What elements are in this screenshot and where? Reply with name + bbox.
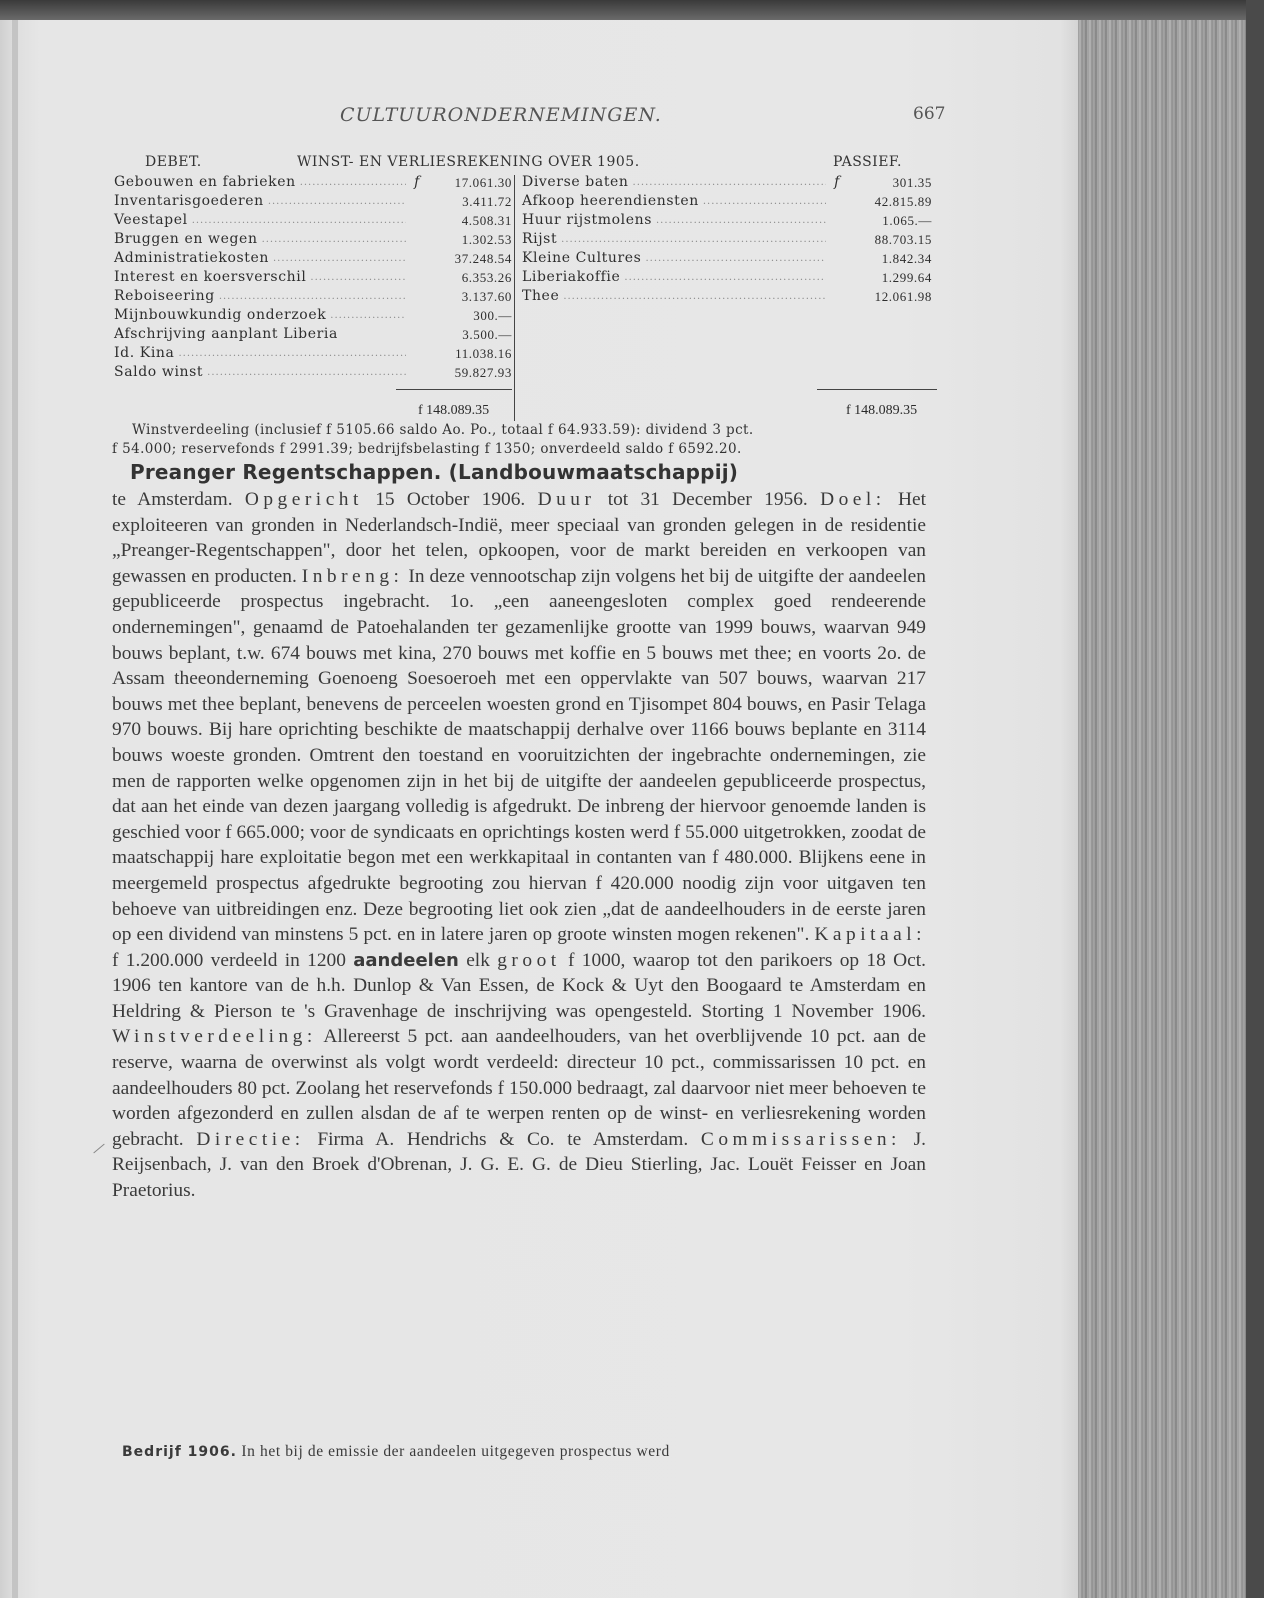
table-row	[114, 363, 512, 382]
leader-dots	[561, 230, 826, 249]
text-run: In deze vennootschap zijn volgens het bij de uitgifte der aandeelen gepubliceerde prospectus ingebracht. 1o. „een aaneengesloten complex goed rendeerende ondernemingen", genaamd de Patoehalanden ter gezamenlijke grootte van 1999 bouws, waarvan 949 bouws beplant, t.w. 674 bouws met kina, 270 bouws met koffie en 5 bouws met thee; en voorts 2o. de Assam theeonderneming Goenoeng Soesoeroeh met een oppervlakte van 507 bouws, waarvan 217 bouws met thee beplant, benevens de perceelen woesten grond en Tjisompet 804 bouws, en Pasir Telaga 970 bouws. Bij hare oprichting beschikte de maatschappij derhalve over 1166 bouws beplante en 3114 bouws woeste gronden. Omtrent den toestand en vooruitzichten der ingebrachte ondernemingen, zie men de rapporten welke opgenomen zijn in het bij de uitgifte der aandeelen gepubliceerde prospectus, dat aan het einde van dezen jaargang volledig is afgedrukt. De inbreng der hiervoor genoemde landen is geschied voor f 665.000; voor de syndicaats en oprichtings kosten werd f 55.000 uitgetrokken, zoodat de maatschappij hare exploitatie begon met een werkkapitaal in contanten van f 480.000. Blijkens eene in meergemeld prospectus afgedrukte begrooting zou hiervan f 420.000 noodig zijn voor uitgaven ten behoeve van uitbreidingen enz. Deze begrooting liet ook zien „dat de aandeelhouders in de eerste jaren op een dividend van minstens 5 pct. en in latere jaren op groote winsten mogen rekenen".	[112, 565, 926, 946]
label-kapitaal: Kapitaal:	[814, 924, 926, 946]
label-directie: Directie:	[196, 1128, 305, 1150]
row-label: Administratiekosten	[114, 250, 269, 266]
text-run: tot 31 December 1956.	[595, 489, 821, 510]
page-gutter	[12, 20, 18, 1598]
row-value: 1.302.53	[461, 232, 512, 247]
row-value: 1.065.—	[882, 213, 932, 228]
table-row	[114, 173, 512, 192]
label-aandeelen: aandeelen	[353, 949, 459, 971]
row-label: Diverse baten	[522, 174, 629, 190]
profit-distribution-line-2: f 54.000; reservefonds f 2991.39; bedrijfsbelasting f 1350; onverdeeld saldo f 6592.20.	[112, 441, 742, 457]
row-label: Afschrijving aanplant Liberia	[114, 326, 338, 342]
row-value: 59.827.93	[454, 365, 512, 380]
credit-total: f 148.089.35	[846, 403, 918, 418]
row-value: 37.248.54	[454, 251, 512, 266]
row-label: Gebouwen en fabrieken	[114, 174, 296, 190]
row-value: 1.299.64	[881, 270, 932, 285]
label-groot: groot	[497, 949, 561, 971]
table-row	[114, 344, 512, 363]
leader-dots	[330, 306, 406, 325]
row-value: 6.353.26	[461, 270, 512, 285]
table-row	[114, 325, 512, 344]
text-run: f 1000, waarop tot den parikoers op 18 Oct. 1906 ten kantore van de h.h. Dunlop & Van Essen, de Kock & Uyt den Boogaard te Amsterdam en Heldring & Pierson te 's Gravenhage de inschrijving was opengesteld. Storting 1 November 1906.	[112, 949, 926, 1022]
table-row	[522, 230, 932, 249]
row-label: Rijst	[522, 231, 558, 247]
book-top-shadow	[0, 0, 1264, 20]
row-label: Veestapel	[114, 212, 188, 228]
row-label: Reboiseering	[114, 288, 215, 304]
book-cover-edge	[1246, 0, 1264, 1598]
leader-dots	[633, 173, 826, 192]
company-description	[112, 487, 926, 1204]
table-row	[522, 268, 932, 287]
label-inbreng: Inbreng:	[301, 565, 404, 587]
page-number: 667	[913, 104, 946, 124]
leader-dots	[207, 363, 406, 382]
debit-heading: DEBET.	[145, 154, 202, 170]
leader-dots	[262, 230, 406, 249]
table-row	[522, 287, 932, 306]
text-run: J. Reijsenbach, J. van den Broek d'Obrenan, J. G. E. G. de Dieu Stierling, Jac. Louët Feisser en Joan Praetorius.	[112, 1128, 927, 1202]
row-label: Id. Kina	[114, 345, 175, 361]
label-duur: Duur	[537, 489, 596, 510]
credit-table	[522, 173, 932, 306]
table-row	[114, 230, 512, 249]
leader-dots	[624, 268, 826, 287]
table-row	[522, 211, 932, 230]
credit-heading: PASSIEF.	[833, 154, 902, 170]
row-value: 17.061.30	[454, 175, 512, 190]
debit-total: f 148.089.35	[418, 403, 490, 418]
row-value: 42.815.89	[874, 194, 932, 209]
leader-dots	[219, 287, 406, 306]
row-label: Huur rijstmolens	[522, 212, 652, 228]
leader-dots	[656, 211, 826, 230]
row-value: 1.842.34	[881, 251, 932, 266]
account-title: WINST- EN VERLIESREKENING OVER 1905.	[297, 154, 640, 170]
leader-dots	[703, 192, 826, 211]
table-row	[114, 192, 512, 211]
debit-table	[114, 173, 512, 382]
row-label: Bruggen en wegen	[114, 231, 258, 247]
text-run: Allereerst 5 pct. aan aandeelhouders, van het overblijvende 10 pct. aan de reserve, waarna de overwinst als volgt wordt verdeeld: directeur 10 pct., commissarissen 10 pct. en aandeelhouders 80 pct. Zoolang het reservefonds f 150.000 bedraagt, zal daarvoor niet meer behoeven te worden afgezonderd en zullen alsdan de af te werpen renten op de winst- en verliesrekening worden gebracht.	[112, 1026, 926, 1150]
label-winstverdeeling: Winstverdeeling:	[112, 1026, 317, 1048]
row-label: Thee	[522, 288, 560, 304]
row-label: Interest en koersverschil	[114, 269, 307, 285]
label-bedrijf: Bedrijf 1906.	[122, 1444, 237, 1460]
table-row	[522, 192, 932, 211]
table-row	[522, 173, 932, 192]
currency-symbol: f	[414, 174, 420, 190]
label-doel: Doel:	[820, 489, 886, 510]
row-label: Afkoop heerendiensten	[522, 193, 699, 209]
row-value: 4.508.31	[461, 213, 512, 228]
row-value: 88.703.15	[874, 232, 932, 247]
text-run: f 1.200.000 verdeeld in 1200	[112, 949, 354, 971]
table-row	[114, 306, 512, 325]
row-label: Inventarisgoederen	[114, 193, 264, 209]
page-edges	[1078, 20, 1246, 1598]
table-row	[114, 287, 512, 306]
label-opgericht: Opgericht	[244, 489, 363, 510]
row-value: 11.038.16	[455, 346, 512, 361]
text-run: 15 October 1906.	[362, 489, 538, 510]
row-value: 3.137.60	[461, 289, 512, 304]
running-head-title: CULTUURONDERNEMINGEN.	[340, 104, 662, 126]
row-value: 3.411.72	[462, 194, 512, 209]
row-value: 300.—	[473, 308, 512, 323]
leader-dots	[310, 268, 406, 287]
text-run: te Amsterdam.	[112, 489, 245, 510]
row-value: 301.35	[892, 175, 932, 190]
bedrijf-paragraph	[122, 1443, 932, 1461]
profit-distribution-line-1: Winstverdeeling (inclusief f 5105.66 saldo Ao. Po., totaal f 64.933.59): dividend 3 pct.	[132, 422, 754, 438]
table-row	[114, 211, 512, 230]
table-row	[114, 268, 512, 287]
leader-dots	[273, 249, 406, 268]
text-run: elk	[458, 949, 498, 971]
text-run: Firma A. Hendrichs & Co. te Amsterdam.	[304, 1128, 701, 1150]
company-title: Preanger Regentschappen. (Landbouwmaatschappij)	[130, 460, 739, 484]
table-row	[114, 249, 512, 268]
label-commissarissen: Commissarissen:	[700, 1128, 901, 1150]
row-label: Kleine Cultures	[522, 250, 642, 266]
row-value: 3.500.—	[462, 327, 512, 342]
currency-symbol: f	[834, 174, 840, 190]
leader-dots	[300, 173, 406, 192]
leader-dots	[179, 344, 407, 363]
text-run: In het bij de emissie der aandeelen uitgegeven prospectus werd	[236, 1443, 670, 1460]
leader-dots	[563, 287, 826, 306]
row-label: Mijnbouwkundig onderzoek	[114, 307, 327, 323]
leader-dots	[192, 211, 406, 230]
table-row	[522, 249, 932, 268]
debit-total-rule	[396, 389, 512, 390]
credit-total-rule	[817, 389, 937, 390]
row-label: Liberiakoffie	[522, 269, 621, 285]
leader-dots	[645, 249, 826, 268]
text-run: Het exploiteeren van gronden in Nederlandsch-Indië, meer speciaal van gronden gelegen in de residentie „Preanger-Regentschappen", door het telen, opkoopen, voor de markt bereiden en verkoopen van gewassen en producten.	[112, 489, 926, 587]
column-divider	[514, 175, 515, 421]
row-label: Saldo winst	[114, 364, 204, 380]
leader-dots	[268, 192, 406, 211]
row-value: 12.061.98	[874, 289, 932, 304]
